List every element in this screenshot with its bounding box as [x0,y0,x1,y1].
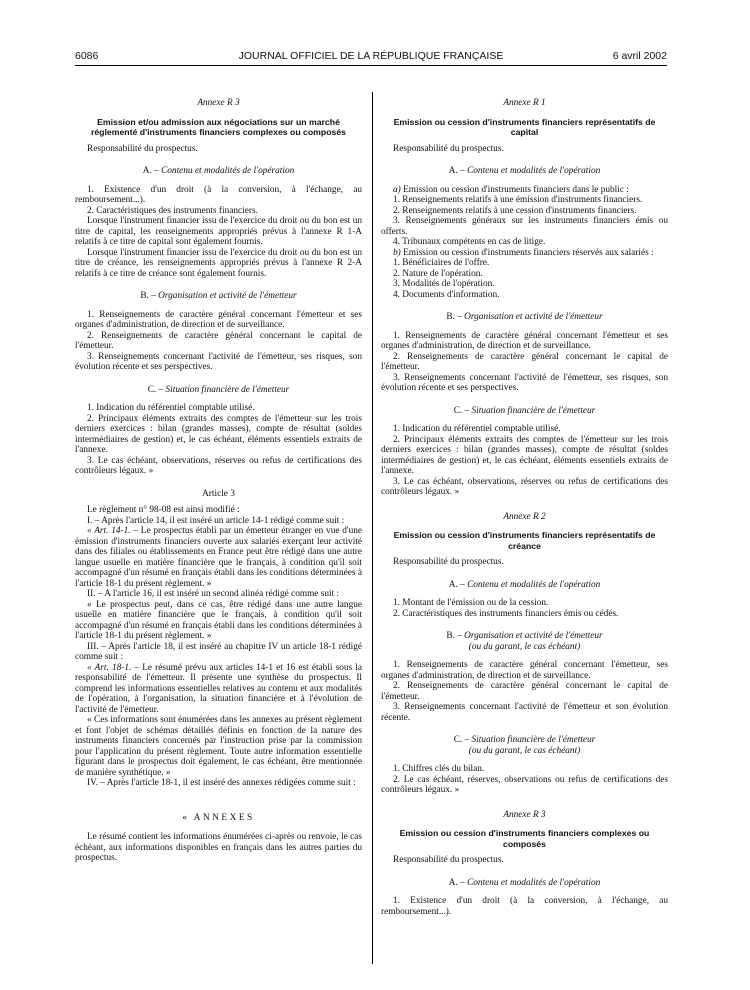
section-title: Contenu et modalités de l'opération [467,877,601,888]
paragraph: IV. – Après l'article 18-1, il est inséré des annexes rédigées comme suit : [87,778,356,788]
paragraph: 1. Renseignements de caractère général concernant l'émetteur et ses organes d'administration, de direction et de surveillance. [381,330,668,351]
paragraph: Le règlement n° 98-08 est ainsi modifié : [87,505,240,515]
paragraph [381,185,668,196]
paragraph: 2. Renseignements de caractère général concernant le capital de l'émetteur. [75,330,362,351]
section-prefix: C. – [147,384,166,395]
paragraph: 4. Tribunaux compétents en cas de litige. [393,237,546,247]
paragraph: 2. Principaux éléments extraits des comptes de l'émetteur sur les trois derniers exercices : bilan (grandes masses), compte de résultat (soldes intermédiaires de gestion) et, le cas échéant, éléments essentiels extraits de l'annexe. [75,413,362,455]
section-heading-b [75,291,362,302]
annex-r1-heading: Emission ou cession d'instruments financiers représentatifs de capital [393,116,656,137]
paragraph [75,526,362,589]
section-heading-c [381,406,668,417]
paragraph: 1. Indication du référentiel comptable utilisé. [393,424,561,434]
paragraph: 1. Indication du référentiel comptable utilisé. [87,403,255,413]
section-title: Situation financière de l'émetteur [471,735,596,745]
page-number: 6086 [75,50,99,62]
paragraph: 2. Nature de l'opération. [393,268,483,279]
section-title: Contenu et modalités de l'opération [467,579,601,590]
section-heading-a [381,580,668,591]
article-text: – Le prospectus établi par un émetteur étranger en vue d'une émission d'instruments financiers ouverte aux salariés exerçant leur activité dans des filiales ou établissements en France peut être rédigé dans une autre langue usuelle en matière financière que le français, à condition qu'il soit accompagné d'un résumé en français établi dans les conditions déterminées à l'article 18-1 du présent règlement. » [75,526,362,589]
section-title: Organisation et activité de l'émetteur [158,291,297,301]
paragraph: III. – Après l'article 18, il est inséré au chapitre IV un article 18-1 rédigé comme suit : [75,641,362,662]
list-marker: a) [393,184,401,195]
section-prefix: C. – [453,735,472,745]
left-column [75,95,362,864]
paragraph: « Le prospectus peut, dans ce cas, être rédigé dans une autre langue usuelle en matière financière que le français, à condition qu'il soit accompagné d'un résumé en français établi dans les conditions déterminées à l'article 18-1 du présent règlement. » [75,599,362,641]
paragraph: 2. Renseignements de caractère général concernant le capital de l'émetteur. [381,351,668,372]
section-heading-a [381,878,668,889]
article-label: « Art. 18-1. [87,662,132,673]
section-prefix: A. – [448,166,468,176]
paragraph: 4. Documents d'information. [393,289,500,300]
paragraph: I. – Après l'article 14, il est inséré un article 14-1 rédigé comme suit : [87,515,345,526]
paragraph [381,248,668,259]
section-title: Contenu et modalités de l'opération [467,166,601,176]
paragraph: II. – A l'article 16, il est inséré un second alinéa rédigé comme suit : [87,589,340,599]
journal-title: JOURNAL OFFICIEL DE LA RÉPUBLIQUE FRANÇAISE [238,50,504,62]
section-heading-c [75,385,362,396]
section-heading-b [381,631,668,652]
section-prefix: B. – [446,631,465,641]
annex-r3-heading: Emission et/ou admission aux négociations sur un marché réglementé d'instruments financiers complexes ou composés [90,116,347,137]
article-title: Article 3 [202,488,235,499]
paragraph: 1. Renseignements relatifs à une émission d'instruments financiers. [393,195,643,205]
paragraph: « Ces informations sont énumérées dans les annexes au présent règlement et font l'objet de schémas détaillés définis en fonction de la nature des instruments financiers concernés par l'instruction prise par la commission pour l'application du présent règlement. Toute autre information essentielle figurant dans le prospectus doit également, le cas échéant, être mentionnée de manière synthétique. » [75,715,362,778]
paragraph: 2. Renseignements de caractère général concernant le capital de l'émetteur. [381,681,668,702]
column-divider [372,92,373,964]
issue-date: 6 avril 2002 [612,50,667,62]
paragraph: Responsabilité du prospectus. [393,855,504,865]
paragraph: 2. Caractéristiques des instruments financiers émis ou cédés. [393,608,619,619]
paragraph: 1. Existence d'un droit (à la conversion, à l'échange, au remboursement...). [75,184,362,205]
list-marker: b) [393,247,401,258]
article-text: – Le résumé prévu aux articles 14-1 et 16 est établi sous la responsabilité de l'émetteur. Il présente une synthèse du prospectus. Il comprend les informations essentielles relatives au contenu et aux modalités de l'opération, à l'organisation, la situation financière et à l'évolution de l'activité de l'émetteur. [75,662,362,715]
paragraph: 1. Renseignements de caractère général concernant l'émetteur, ses organes d'administration, de direction et de surveillance. [381,660,668,681]
paragraph: Le résumé contient les informations énumérées ci-après ou renvoie, le cas échéant, aux informations disponibles en français dans les autres parties du prospectus. [75,832,362,863]
paragraph-text: Emission ou cession d'instruments financiers réservés aux salariés : [400,247,654,258]
section-title: Situation financière de l'émetteur [471,405,596,416]
section-subtitle: (ou du garant, le cas échéant) [468,641,581,652]
section-subtitle: (ou du garant, le cas échéant) [468,745,581,756]
paragraph: 3. Renseignements concernant l'activité de l'émetteur, ses risques, son évolution récente et ses perspectives. [75,351,362,372]
section-title: Organisation et activité de l'émetteur [464,631,603,641]
section-prefix: A. – [142,166,162,176]
section-heading-a [75,166,362,177]
paragraph [75,663,362,716]
section-heading-b [381,312,668,323]
paragraph: Lorsque l'instrument financier issu de l'exercice du droit ou du bon est un titre de capital, les renseignements appropriés prévus à l'annexe R 1-A relatifs à ce titre de capital sont également fournis. [75,216,362,247]
paragraph: Lorsque l'instrument financier issu de l'exercice du droit ou du bon est un titre de créance, les renseignements appropriés prévus à l'annexe R 2-A relatifs à ce titre de créance sont également fournis. [75,247,362,279]
annex-r3-title: Annexe R 3 [197,98,240,108]
paragraph: 2. Caractéristiques des instruments financiers. [87,205,258,216]
section-prefix: A. – [448,877,468,888]
section-prefix: B. – [446,312,465,322]
annex-r2-heading: Emission ou cession d'instruments financiers représentatifs de créance [393,530,656,551]
section-title: Organisation et activité de l'émetteur [464,312,603,322]
section-heading-a [381,166,668,177]
section-heading-c [381,735,668,756]
annex-r2-title: Annexe R 2 [503,511,546,522]
paragraph: 1. Existence d'un droit (à la conversion, à l'échange, au remboursement...). [381,896,668,917]
header-rule [75,65,667,66]
annex-r3-title: Annexe R 3 [503,809,546,820]
section-title: Contenu et modalités de l'opération [161,166,295,176]
annex-r3-heading: Emission ou cession d'instruments financiers complexes ou composés [399,828,650,849]
annex-r1-title: Annexe R 1 [503,98,546,108]
article-label: « Art. 14-1. [87,526,131,536]
paragraph: 2. Principaux éléments extraits des comptes de l'émetteur sur les trois derniers exercices : bilan (grandes masses), compte de résultat (soldes intermédiaires de gestion) et, le cas échéant, éléments essentiels extraits de l'annexe. [381,434,668,476]
paragraph: Responsabilité du prospectus. [393,143,504,154]
paragraph: Responsabilité du prospectus. [393,557,504,567]
paragraph: 1. Bénéficiaires de l'offre. [393,258,490,268]
paragraph: 2. Renseignements relatifs à une cession d'instruments financiers. [393,205,637,216]
paragraph: 3. Renseignements généraux sur les instruments financiers émis ou offerts. [381,216,668,237]
annexes-heading: « ANNEXES [182,812,255,823]
section-title: Situation financière de l'émetteur [165,384,290,395]
paragraph-text: Emission ou cession d'instruments financiers dans le public : [400,184,629,195]
section-prefix: B. – [140,291,159,301]
page-header [75,50,667,66]
paragraph: 3. Le cas échéant, observations, réserves ou refus de certifications des contrôleurs légaux. » [75,455,362,476]
paragraph: 3. Renseignements concernant l'activité de l'émetteur et son évolution récente. [381,702,668,723]
right-column [381,95,668,917]
paragraph: 1. Chiffres clés du bilan. [393,764,485,774]
section-prefix: A. – [448,579,468,590]
paragraph: 3. Le cas échéant, observations, réserves ou refus de certifications des contrôleurs légaux. » [381,476,668,497]
paragraph: 2. Le cas échéant, réserves, observations ou refus de certifications des contrôleurs légaux. » [381,774,668,795]
paragraph: 1. Renseignements de caractère général concernant l'émetteur et ses organes d'administration, de direction et de surveillance. [75,309,362,330]
paragraph: 3. Modalités de l'opération. [393,279,495,289]
paragraph: 3. Renseignements concernant l'activité de l'émetteur, ses risques, son évolution récente et ses perspectives. [381,372,668,393]
paragraph: 1. Montant de l'émission ou de la cession. [393,598,549,608]
paragraph: Responsabilité du prospectus. [87,143,198,154]
section-prefix: C. – [453,405,472,416]
